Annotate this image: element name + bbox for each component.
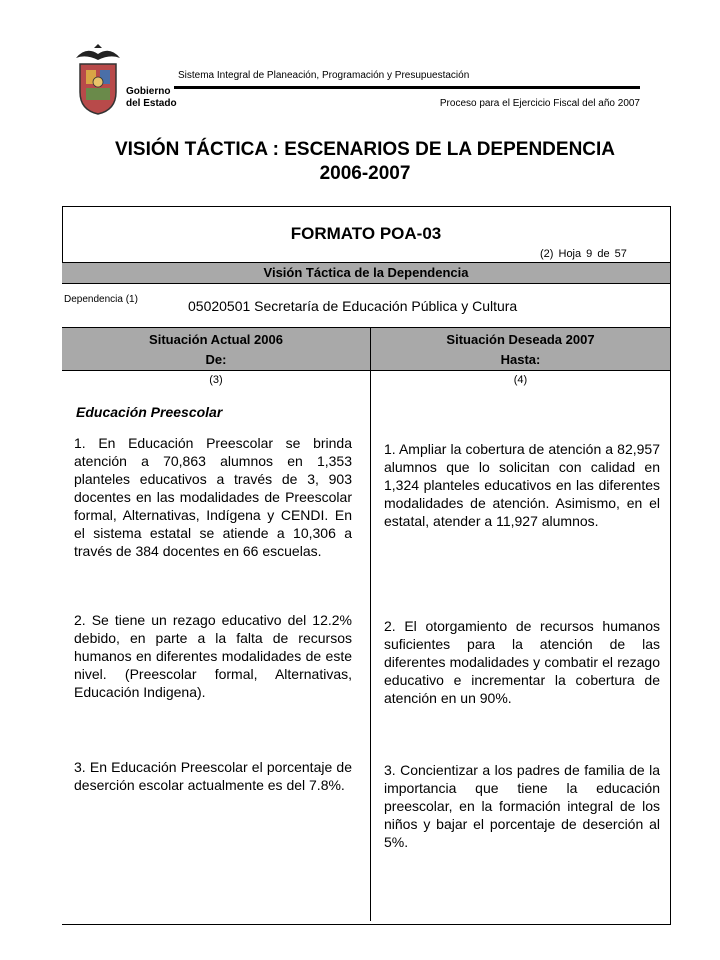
state-seal-logo [74,44,122,116]
current-situation-item-1: 1. En Educación Preescolar se brinda atención a 70,863 alumnos en 1,353 planteles educativos a través de 3, 903 docentes en las modalidades de Preescolar formal, Alternativas, Indígena y CENDI. En el sistema estatal se atiende a 10,306 a través de 384 docentes en 66 escuelas. [74,435,352,559]
desired-situation-item-3: 3. Concientizar a los padres de familia de la importancia que tiene la educación preescolar, en la formación integral de los niños y bajar el porcentaje de deserción al 5%. [384,762,660,850]
column-header-desired-sub: Hasta: [500,352,541,367]
government-label [126,86,177,110]
process-label: Proceso para el Ejercicio Fiscal del año 2007 [439,98,640,109]
sheet-number: (2) Hoja 9 de 57 [540,248,627,260]
column-number-current: (3) [209,374,223,386]
page-title [60,138,670,186]
column-header-current [62,330,370,370]
column-number-desired: (4) [513,374,528,386]
desired-situation-item-1: 1. Ampliar la cobertura de atención a 82,957 alumnos que lo solicitan con calidad en 1,324 planteles educativos en las diferentes modalidades de atención. Asimismo, en el estatal, atender a 11,927 alumnos. [384,441,660,529]
form-name: FORMATO POA-03 [290,224,442,243]
section-band [62,262,670,284]
column-header-desired-title: Situación Deseada 2007 [446,332,595,347]
column-divider [370,371,371,921]
dependency-value: 05020501 Secretaría de Educación Pública y Cultura [188,298,518,314]
government-label-line2: del Estado [126,98,177,109]
section-band-label: Visión Táctica de la Dependencia [263,265,469,280]
form-frame-bottom-edge [62,924,671,925]
government-label-line1: Gobierno [126,86,171,97]
column-header-desired [371,330,670,370]
column-header-current-sub: De: [205,352,227,367]
current-situation-item-3: 3. En Educación Preescolar el porcentaje de deserción escolar actualmente es del 7.8%. [74,759,352,793]
desired-situation-item-2: 2. El otorgamiento de recursos humanos suficientes para la atención de las diferentes modalidades y combatir el rezago educativo e incrementar la cobertura de atención en un 90%. [384,618,660,706]
section-heading: Educación Preescolar [76,404,223,420]
dependency-label: Dependencia (1) [64,294,138,305]
system-name: Sistema Integral de Planeación, Programación y Presupuestación [178,70,470,81]
header-rule [174,86,640,89]
page-title-line1: VISIÓN TÁCTICA : ESCENARIOS DE LA DEPENDENCIA [114,139,616,160]
page-title-line2: 2006-2007 [319,163,411,184]
column-header-current-title: Situación Actual 2006 [149,332,283,347]
current-situation-item-2: 2. Se tiene un rezago educativo del 12.2% debido, en parte a la falta de recursos humanos en diferentes modalidades de este nivel. (Preescolar formal, Alternativas, Educación Indigena). [74,612,352,700]
